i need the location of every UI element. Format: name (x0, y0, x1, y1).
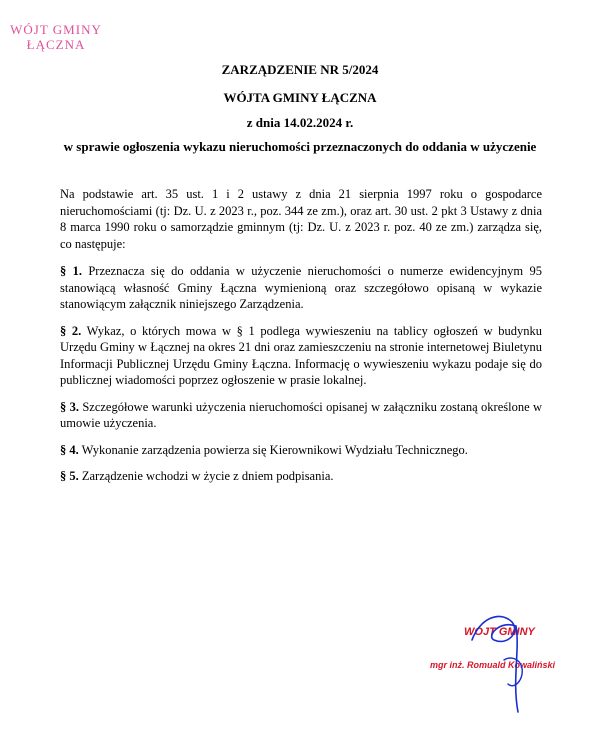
document-body (60, 186, 542, 495)
paragraph-3 (60, 399, 542, 432)
paragraph-number: § 4. (60, 442, 79, 457)
paragraph-number: § 1. (60, 264, 82, 278)
paragraph-4 (60, 442, 542, 459)
paragraph-number: § 5. (60, 469, 79, 483)
paragraph-5 (60, 468, 542, 485)
office-stamp (6, 22, 106, 52)
document-title: ZARZĄDZENIE NR 5/2024 (221, 62, 379, 77)
stamp-line-2: ŁĄCZNA (26, 37, 86, 52)
legal-basis: Na podstawie art. 35 ust. 1 i 2 ustawy z dnia 21 sierpnia 1997 roku o gospodarce nieruchomościami (tj: Dz. U. z 2023 r., poz. 344 ze zm.), oraz art. 30 ust. 2 pkt 3 Ustawy z dnia 8 marca 1990 roku o samorządzie gminnym (tj: Dz. U. z 2023 r. poz. 40 ze zm.) zarządza się, co następuje: (60, 187, 542, 251)
paragraph-number: § 3. (60, 399, 79, 414)
paragraph-text: Wykonanie zarządzenia powierza się Kierownikowi Wydziału Technicznego. (81, 442, 468, 457)
paragraph-text: Wykaz, o których mowa w § 1 podlega wywieszeniu na tablicy ogłoszeń w budynku Urzędu Gminy w Łącznej na okres 21 dni oraz zamieszczeniu na stronie internetowej Biuletynu Informacji Publicznej Urzędu Gminy Łączna. Informację o wywieszeniu wykazu podaje się do publicznej wiadomości poprzez ogłoszenie w prasie lokalnej. (60, 323, 542, 387)
paragraph-text: Zarządzenie wchodzi w życie z dniem podpisania. (81, 469, 334, 483)
signature-stamp-name: mgr inż. Romuald Kowaliński (430, 660, 556, 670)
paragraph-text: Szczegółowe warunki użyczenia nieruchomości opisanej w załączniku zostaną określone w umowie użyczenia. (60, 399, 543, 430)
signature-block (420, 600, 580, 720)
paragraph-2 (60, 323, 542, 389)
document-date: z dnia 14.02.2024 r. (246, 115, 354, 130)
document-issuer: WÓJTA GMINY ŁĄCZNA (223, 90, 377, 105)
paragraph-number: § 2. (60, 323, 82, 338)
paragraph-1 (60, 263, 542, 313)
paragraph-text: Przeznacza się do oddania w użyczenie nieruchomości o numerze ewidencyjnym 95 stanowiącą własność Gminy Łączna wymienioną oraz szczegółowo opisaną w wykazie stanowiącym załącznik niniejszego Zarządzenia. (60, 264, 543, 311)
signature-stamp-title: WÓJT GMINY (464, 626, 535, 638)
handwritten-signature-icon (420, 600, 580, 720)
stamp-line-1: WÓJT GMINY (10, 22, 102, 37)
document-subject: w sprawie ogłoszenia wykazu nieruchomości przeznaczonych do oddania w użyczenie (63, 139, 537, 154)
